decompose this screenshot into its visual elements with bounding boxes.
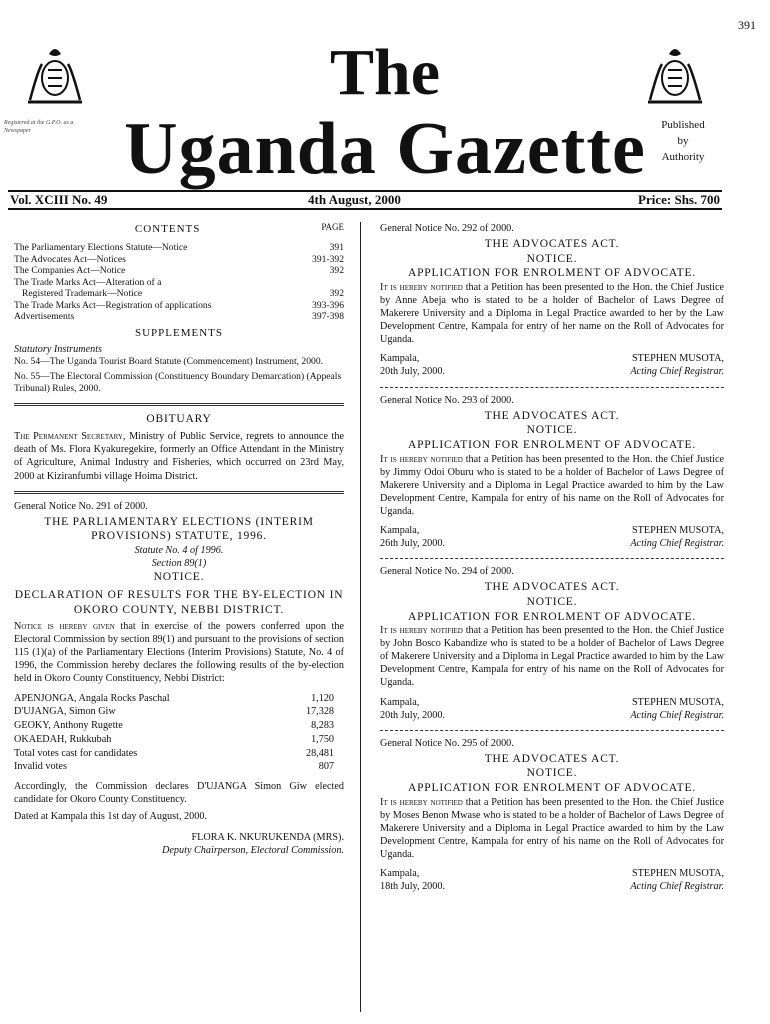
issue-bar bbox=[8, 190, 722, 210]
notice-lead: It is hereby notified bbox=[380, 625, 463, 637]
result-row bbox=[14, 747, 344, 761]
notice-act: THE ADVOCATES ACT. bbox=[484, 581, 620, 594]
notice-act: THE ADVOCATES ACT. bbox=[484, 409, 620, 422]
result-row bbox=[14, 719, 344, 733]
published-by-authority bbox=[650, 118, 716, 166]
notice-declaration: DECLARATION OF RESULTS FOR THE BY-ELECTION IN OKORO COUNTY, NEBBI DISTRICT. bbox=[14, 588, 344, 616]
published-line: Published bbox=[661, 119, 705, 131]
notice-heading: APPLICATION FOR ENROLMENT OF ADVOCATE. bbox=[408, 782, 696, 795]
notice-place: Kampala, bbox=[380, 524, 420, 536]
notice-heading: APPLICATION FOR ENROLMENT OF ADVOCATE. bbox=[408, 610, 696, 623]
election-results bbox=[14, 692, 344, 775]
notice-number: General Notice No. 295 of 2000. bbox=[380, 737, 514, 749]
notice-signatory-title: Acting Chief Registrar. bbox=[630, 366, 724, 378]
contents-item-label: The Advocates Act—Notices bbox=[14, 253, 126, 265]
statutory-instruments-title: Statutory Instruments bbox=[14, 343, 103, 355]
notice-date: 20th July, 2000. bbox=[380, 709, 445, 721]
masthead bbox=[0, 30, 770, 190]
gazette-title-the: The bbox=[329, 36, 441, 109]
notice-act: THE ADVOCATES ACT. bbox=[484, 752, 620, 765]
coat-of-arms-icon bbox=[640, 40, 710, 110]
result-row bbox=[14, 705, 344, 719]
contents-item-label: The Parliamentary Elections Statute—Notice bbox=[14, 242, 188, 254]
notice-place: Kampala, bbox=[380, 353, 420, 365]
contents-item bbox=[14, 277, 344, 289]
notice-statute: Statute No. 4 of 1996. bbox=[134, 545, 224, 557]
notice-signatory-title: Acting Chief Registrar. bbox=[630, 538, 724, 550]
notice-date: 26th July, 2000. bbox=[380, 538, 445, 550]
contents-item bbox=[14, 265, 344, 277]
obituary-title: OBITUARY bbox=[146, 412, 212, 425]
result-row bbox=[14, 733, 344, 747]
notice-place: Kampala, bbox=[380, 868, 420, 880]
notice-text: that a Petition has been presented to the Hon. the Chief Justice by Anne Abeja who is stated to be a holder of Bachelor of Laws Degree of Makerere University and a Diploma in Legal Practice awarded to her by the Law Development Centre, Kampala for entry of her name on the Roll of Advocates for Uganda. bbox=[380, 282, 725, 346]
contents-page-label: PAGE bbox=[321, 222, 344, 232]
notice-signatory-title: Acting Chief Registrar. bbox=[630, 709, 724, 721]
notice-signature bbox=[380, 352, 724, 378]
notice-label: NOTICE. bbox=[526, 252, 578, 265]
notice-signatory: STEPHEN MUSOTA, bbox=[631, 696, 724, 708]
notice-text: that a Petition has been presented to the Hon. the Chief Justice by John Bosco Kabandize who is stated to be a holder of Bachelor of Laws Degree of Makerere University and a Diploma in Legal Practice awarded to him by the Law Development Centre, Kampala for entry of his name on the Roll of Advocates for Uganda. bbox=[380, 625, 725, 689]
notice-signatory: STEPHEN MUSOTA, bbox=[631, 868, 724, 880]
result-name: Total votes cast for candidates bbox=[14, 747, 138, 759]
notice-signatory: FLORA K. NKURUKENDA (MRS). bbox=[191, 832, 344, 844]
contents-header bbox=[14, 222, 344, 236]
result-name: OKAEDAH, Rukkubah bbox=[14, 733, 112, 745]
result-votes: 1,750 bbox=[311, 733, 334, 745]
notice-dated: Dated at Kampala this 1st day of August, 2000. bbox=[14, 811, 207, 823]
result-votes: 8,283 bbox=[311, 720, 334, 732]
issue-price: Price: Shs. 700 bbox=[638, 192, 720, 207]
notice-body bbox=[380, 281, 724, 346]
contents-item-label: Registered Trademark—Notice bbox=[22, 288, 143, 300]
page-number: 391 bbox=[738, 18, 756, 32]
contents-list bbox=[14, 242, 344, 323]
notice-signatory: STEPHEN MUSOTA, bbox=[631, 524, 724, 536]
contents-item-page: 391 bbox=[329, 242, 344, 254]
section-divider bbox=[380, 730, 724, 731]
contents-item-page: 393-396 bbox=[312, 299, 344, 311]
contents-item-label: The Trade Marks Act—Alteration of a bbox=[14, 276, 162, 288]
notice-body bbox=[14, 620, 344, 685]
notice-act: THE PARLIAMENTARY ELECTIONS (INTERIM PROVISIONS) STATUTE, 1996. bbox=[44, 515, 314, 543]
result-name: D'UJANGA, Simon Giw bbox=[14, 706, 116, 718]
result-votes: 807 bbox=[318, 761, 334, 773]
notice-text: that a Petition has been presented to the Hon. the Chief Justice by Moses Benon Mwase who is stated to be a holder of Bachelor of Laws Degree of Makerere University and a Diploma in Legal Practice awarded to him by the Law Development Centre, Kampala for entry of his name on the Roll of Advocates for Uganda. bbox=[380, 796, 725, 860]
contents-item-page bbox=[338, 277, 344, 289]
contents-item-label: Advertisements bbox=[14, 311, 75, 323]
published-line: Authority bbox=[661, 150, 705, 163]
notice-date: 18th July, 2000. bbox=[380, 881, 445, 893]
contents-item-label: The Trade Marks Act—Registration of applications bbox=[14, 299, 212, 311]
section-divider bbox=[380, 558, 724, 559]
registration-note: Registered at the G.P.O. as a Newspaper bbox=[4, 120, 74, 134]
notice-lead: It is hereby notified bbox=[380, 282, 463, 294]
notice-date: 20th July, 2000. bbox=[380, 366, 445, 378]
notice-signatory: STEPHEN MUSOTA, bbox=[631, 353, 724, 365]
result-name: GEOKY, Anthony Rugette bbox=[14, 720, 123, 732]
notice-text: that a Petition has been presented to the Hon. the Chief Justice by Jimmy Odoi Oburu who is stated to be a holder of Bachelor of Laws Degree of Makerere University and a Diploma in Legal Practice awarded to him by the Law Development Centre, Kampala for entry of his name on the Roll of Advocates for Uganda. bbox=[380, 453, 725, 517]
left-column bbox=[14, 222, 344, 857]
contents-item-label: The Companies Act—Notice bbox=[14, 265, 126, 277]
notice-act: THE ADVOCATES ACT. bbox=[484, 238, 620, 251]
notice-number: General Notice No. 292 of 2000. bbox=[380, 223, 514, 234]
result-votes: 1,120 bbox=[311, 692, 334, 704]
result-votes: 28,481 bbox=[305, 747, 334, 759]
notice-number: General Notice No. 294 of 2000. bbox=[380, 566, 514, 578]
contents-title: CONTENTS bbox=[134, 223, 201, 235]
contents-item-page: 397-398 bbox=[312, 311, 344, 323]
result-name: APENJONGA, Angala Rocks Paschal bbox=[14, 692, 170, 704]
contents-item bbox=[14, 300, 344, 312]
statutory-instrument-item: No. 54—The Uganda Tourist Board Statute (Commencement) Instrument, 2000. bbox=[14, 355, 324, 367]
notice-label: NOTICE. bbox=[526, 767, 578, 780]
notice-label: NOTICE. bbox=[526, 424, 578, 437]
supplements-title: SUPPLEMENTS bbox=[134, 326, 224, 339]
statutory-instrument-item: No. 55—The Electoral Commission (Constituency Boundary Demarcation) (Appeals Tribunal) Rules, 2000. bbox=[14, 370, 342, 394]
result-row bbox=[14, 692, 344, 706]
published-line: by bbox=[677, 134, 689, 147]
gazette-title: Uganda Gazette bbox=[124, 108, 646, 190]
volume-number: Vol. XCIII No. 49 bbox=[10, 192, 108, 207]
issue-date: 4th August, 2000 bbox=[308, 192, 401, 207]
obituary-body: Ministry of Public Service, regrets to announce the death of Ms. Flora Kyakuregekire, formerly an Office Attendant in the Ministry of Agriculture, Animal Industry and Fisheries, which occurred on 23rd May, 2000 at Kiziranfumbi village Hoima District. bbox=[14, 431, 344, 482]
advocate-notice bbox=[380, 394, 724, 551]
notice-label: NOTICE. bbox=[153, 571, 205, 584]
advocate-notice bbox=[380, 737, 724, 894]
contents-item-page: 392 bbox=[329, 265, 344, 277]
notice-conclusion: Accordingly, the Commission declares D'UJANGA Simon Giw elected candidate for Okoro County Constituency. bbox=[14, 781, 344, 806]
contents-item bbox=[14, 254, 344, 266]
notice-section: Section 89(1) bbox=[151, 558, 207, 570]
contents-item bbox=[14, 242, 344, 254]
obituary-lead: The Permanent Secretary, bbox=[14, 431, 126, 443]
notice-lead: It is hereby notified bbox=[380, 796, 463, 808]
result-name: Invalid votes bbox=[14, 761, 67, 773]
right-column bbox=[380, 222, 724, 893]
contents-item-page: 391-392 bbox=[312, 253, 344, 265]
notice-number: General Notice No. 293 of 2000. bbox=[380, 394, 514, 406]
notice-number: General Notice No. 291 of 2000. bbox=[14, 500, 148, 512]
notice-text: that in exercise of the powers conferred upon the Electoral Commission by section 89(1) and pursuant to the provisions of section 115 (1)(a) of the Parliamentary Elections (Interim Provisions) Statute, No. 4 of 1996, the Commission hereby declares the following results of the by-election held in Okoro County Constituency, Nebbi District: bbox=[14, 621, 344, 685]
advocate-notice bbox=[380, 222, 724, 379]
notice-signature bbox=[380, 524, 724, 550]
obituary-text bbox=[14, 430, 344, 482]
notice-heading: APPLICATION FOR ENROLMENT OF ADVOCATE. bbox=[408, 267, 696, 280]
result-row bbox=[14, 760, 344, 774]
notice-signature bbox=[380, 867, 724, 893]
section-divider bbox=[14, 491, 344, 494]
result-votes: 17,328 bbox=[305, 706, 334, 718]
notice-label: NOTICE. bbox=[526, 595, 578, 608]
contents-item-page: 392 bbox=[329, 288, 344, 300]
notice-signatory-title: Acting Chief Registrar. bbox=[630, 881, 724, 893]
section-divider bbox=[380, 387, 724, 388]
notice-body bbox=[380, 796, 724, 861]
notice-signatory-title: Deputy Chairperson, Electoral Commission. bbox=[162, 845, 344, 857]
contents-item bbox=[14, 311, 344, 323]
notice-heading: APPLICATION FOR ENROLMENT OF ADVOCATE. bbox=[408, 439, 696, 452]
advocate-notice bbox=[380, 565, 724, 722]
column-divider bbox=[360, 222, 361, 1012]
notice-body bbox=[380, 624, 724, 689]
notice-lead: Notice is hereby given bbox=[14, 621, 115, 633]
notice-lead: It is hereby notified bbox=[380, 453, 463, 465]
section-divider bbox=[14, 403, 344, 406]
notice-signature bbox=[380, 696, 724, 722]
contents-item bbox=[14, 288, 344, 300]
notice-place: Kampala, bbox=[380, 696, 420, 708]
notice-body bbox=[380, 453, 724, 518]
